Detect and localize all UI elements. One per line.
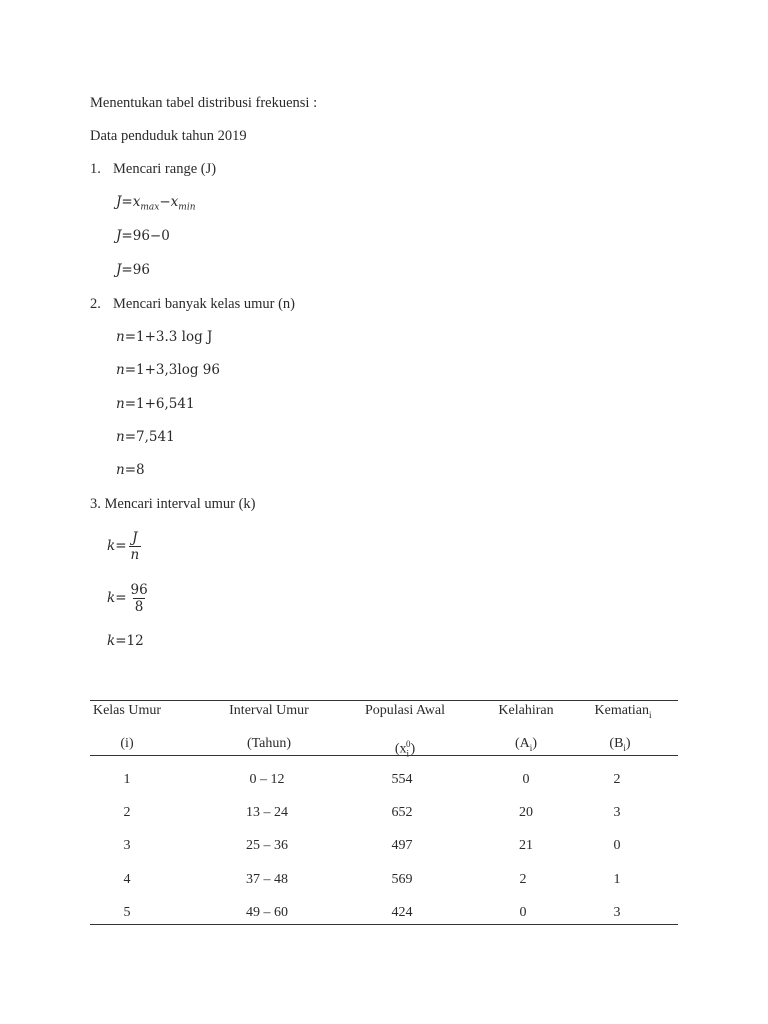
step2-equation-4	[116, 428, 175, 446]
step2-title-text: Mencari banyak kelas umur (n)	[113, 296, 295, 312]
step2-equation-1	[116, 328, 212, 346]
equation-rhs: 1+3.3 log J	[136, 329, 213, 345]
cell-interval: 0 – 12	[249, 772, 285, 787]
cell-kematian: 2	[613, 772, 621, 787]
equals-sign: =	[124, 362, 137, 378]
step2-number: 2.	[90, 296, 101, 312]
cell-kematian: 0	[613, 838, 621, 853]
header-unit-bi	[560, 735, 680, 757]
step1-equation-2	[116, 227, 170, 245]
equation-rhs: 1+6,541	[136, 396, 195, 412]
symbol-n: n	[116, 362, 125, 378]
unit-subscript: i	[623, 742, 626, 753]
step3-title: 3. Mencari interval umur (k)	[90, 496, 256, 512]
cell-kematian: 1	[613, 872, 621, 887]
table-bottom-rule	[90, 924, 678, 925]
cell-kelas: 4	[123, 872, 131, 887]
unit-text: )	[410, 741, 416, 757]
cell-interval: 13 – 24	[246, 805, 288, 820]
cell-kelahiran: 21	[519, 838, 533, 853]
data-subheading: Data penduduk tahun 2019	[90, 128, 247, 144]
equation-rhs: 8	[136, 462, 145, 478]
fraction-numerator: 96	[130, 582, 148, 598]
table-header-rule	[90, 755, 678, 756]
unit-text: )	[625, 736, 631, 751]
symbol-x: x	[170, 194, 179, 210]
unit-text: )	[532, 736, 537, 751]
unit-superscript: 0	[406, 739, 411, 749]
equals-sign: =	[121, 262, 133, 278]
cell-populasi: 497	[391, 838, 413, 853]
cell-kematian: 3	[613, 805, 621, 820]
cell-populasi: 424	[391, 905, 413, 920]
step2-equation-3	[116, 395, 195, 413]
symbol-n: n	[116, 396, 125, 412]
equation-rhs: 1+3,3log 96	[136, 362, 220, 378]
cell-kelahiran: 0	[519, 905, 527, 920]
unit-subscript: i	[529, 742, 533, 753]
cell-kelas: 3	[123, 838, 131, 853]
header-kematian-subscript: i	[648, 709, 652, 720]
equation-rhs: 96	[132, 262, 150, 278]
cell-kelahiran: 2	[519, 872, 527, 887]
unit-text: (B	[609, 736, 624, 751]
symbol-k: k	[107, 538, 116, 554]
header-kematian-text: Kematian	[594, 703, 649, 718]
cell-interval: 25 – 36	[246, 838, 288, 853]
header-kelahiran: Kelahiran	[498, 703, 554, 718]
step3-equation-1	[107, 530, 141, 563]
cell-kelahiran: 20	[519, 805, 533, 820]
step1-equation-3	[116, 261, 150, 279]
minus-sign: −	[159, 194, 171, 210]
cell-populasi: 554	[391, 772, 413, 787]
fraction-denominator: n	[130, 547, 140, 563]
header-populasi-awal: Populasi Awal	[365, 703, 445, 718]
cell-interval: 49 – 60	[246, 905, 288, 920]
symbol-n: n	[116, 429, 125, 445]
header-unit-tahun: (Tahun)	[246, 736, 292, 751]
cell-kematian: 3	[613, 905, 621, 920]
equals-sign: =	[124, 329, 137, 345]
subscript-max: max	[140, 202, 160, 213]
step2-equation-2	[116, 361, 220, 379]
table-top-rule	[90, 700, 678, 701]
symbol-j: J	[116, 194, 122, 210]
header-kelas-umur: Kelas Umur	[92, 703, 162, 718]
header-kematian	[563, 702, 683, 724]
step1-number: 1.	[90, 161, 101, 177]
step2-equation-5	[116, 461, 145, 479]
cell-kelahiran: 0	[522, 772, 530, 787]
step3-equation-2	[107, 582, 150, 615]
fraction-96-over-8	[129, 582, 150, 615]
cell-kelas: 2	[123, 805, 131, 820]
cell-kelas: 1	[123, 772, 131, 787]
step1-equation-1	[116, 193, 196, 217]
symbol-k: k	[107, 590, 116, 606]
equals-sign: =	[121, 194, 133, 210]
equation-rhs: 96−0	[132, 228, 170, 244]
equation-rhs: 12	[126, 633, 144, 649]
symbol-x: x	[132, 194, 141, 210]
equals-sign: =	[121, 228, 133, 244]
unit-text: (x	[394, 741, 407, 757]
cell-kelas: 5	[123, 905, 131, 920]
symbol-j: J	[116, 262, 122, 278]
step1-title	[90, 160, 216, 178]
equals-sign: =	[115, 538, 127, 554]
fraction-denominator: 8	[134, 599, 144, 615]
header-interval-umur: Interval Umur	[229, 703, 309, 718]
unit-subscript: i	[406, 748, 409, 759]
symbol-n: n	[116, 462, 125, 478]
equals-sign: =	[115, 590, 127, 606]
fraction-numerator: J	[132, 530, 138, 546]
document-heading: Menentukan tabel distribusi frekuensi :	[90, 95, 318, 111]
step2-title	[90, 295, 295, 313]
cell-interval: 37 – 48	[246, 872, 288, 887]
cell-populasi: 652	[391, 805, 413, 820]
equals-sign: =	[124, 429, 137, 445]
subscript-min: min	[178, 202, 196, 213]
equals-sign: =	[124, 396, 137, 412]
equals-sign: =	[124, 462, 137, 478]
equals-sign: =	[115, 633, 127, 649]
cell-populasi: 569	[391, 872, 413, 887]
symbol-k: k	[107, 633, 116, 649]
symbol-n: n	[116, 329, 125, 345]
symbol-j: J	[116, 228, 122, 244]
equation-rhs: 7,541	[136, 429, 175, 445]
step3-equation-3	[107, 632, 144, 650]
header-unit-i: (i)	[120, 736, 134, 751]
fraction-j-over-n	[129, 530, 142, 563]
header-unit-xi0	[345, 735, 465, 762]
step1-title-text: Mencari range (J)	[113, 161, 217, 177]
unit-text: (A	[515, 736, 530, 751]
